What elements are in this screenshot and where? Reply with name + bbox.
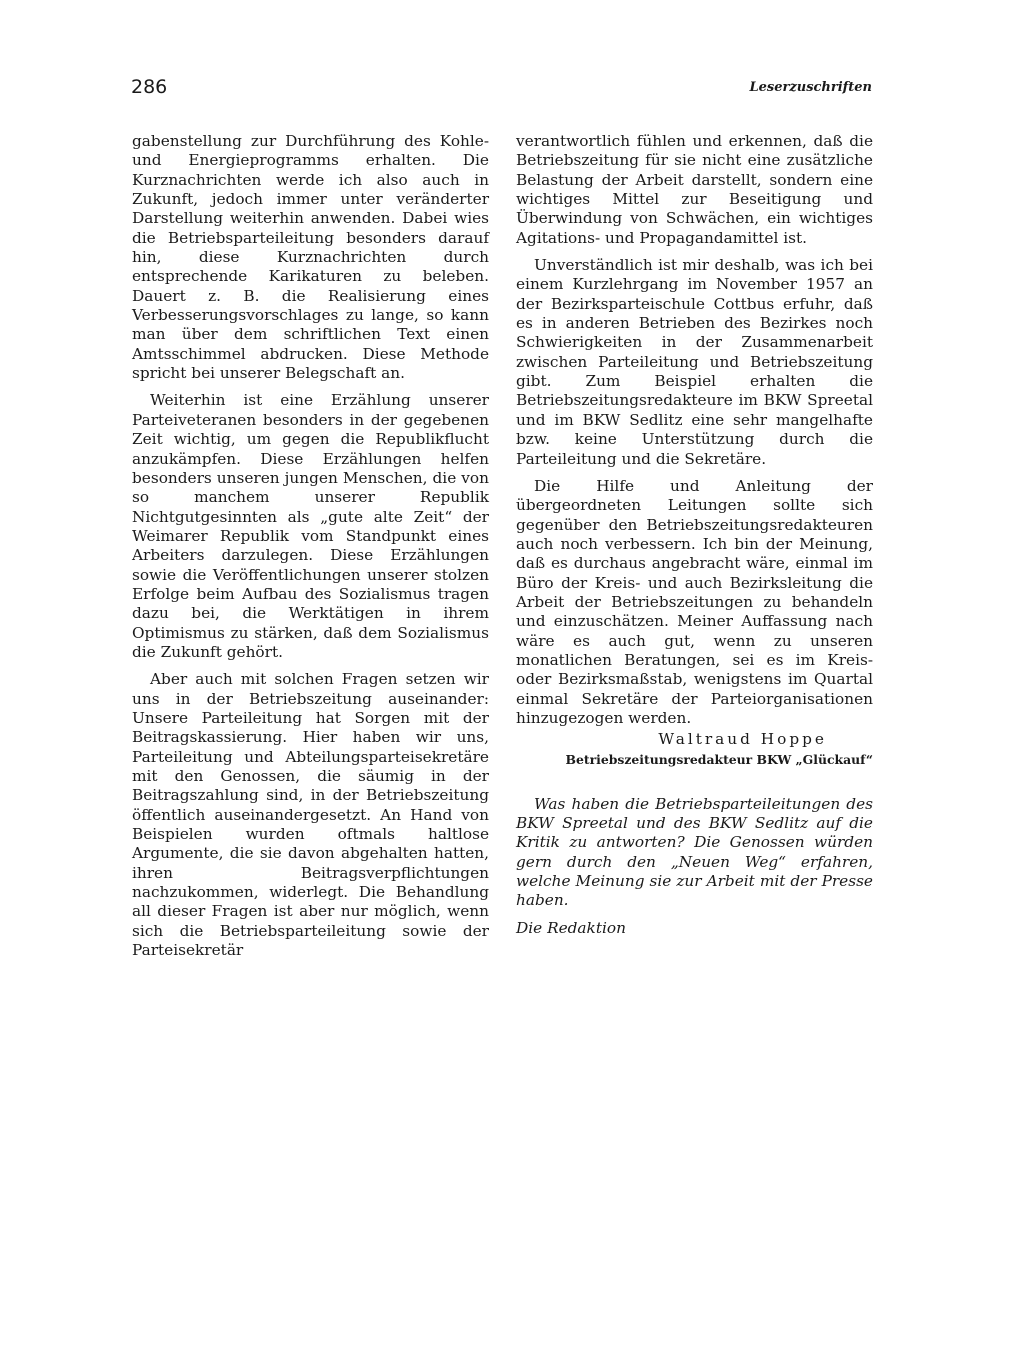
left-paragraph-2: Weiterhin ist eine Erzählung unserer Parteiveteranen besonders in der gegebenen Zeit wichtig, um gegen die Republikflucht anzukämpfen. Diese Erzählungen helfen besonders unseren jungen Menschen, die von so manchem unserer Republik Nichtgutgesinnten als „gute alte Zeit“ der Weimarer Republik vom Standpunkt eines Arbeiters darzulegen. Diese Erzählungen sowie die Veröffentlichungen unserer stolzen Erfolge beim Aufbau des Sozialismus tragen dazu bei, die Werktätigen in ihrem Optimismus zu stärken, daß dem Sozialismus die Zukunft gehört. xyxy=(132,391,489,661)
left-column xyxy=(132,132,489,968)
page-number: 286 xyxy=(131,76,168,98)
left-paragraph-3: Aber auch mit solchen Fragen setzen wir uns in der Betriebszeitung auseinander: Unsere Parteileitung hat Sorgen mit der Beitragskassierung. Hier haben wir uns, Parteileitung und Abteilungsparteisekretäre mit den Genossen, die säumig in der Beitragszahlung sind, in der Betriebszeitung öffentlich auseinandergesetzt. An Hand von Beispielen wurden oftmals haltlose Argumente, die sie davon abgehalten hatten, ihren Beitragsverpflichtungen nachzukommen, widerlegt. Die Behandlung all dieser Fragen ist aber nur möglich, wenn sich die Betriebsparteileitung sowie der Parteisekretär xyxy=(132,670,489,960)
signature-name: Waltraud Hoppe xyxy=(658,730,827,749)
signature-role: Betriebszeitungsredakteur BKW „Glückauf“ xyxy=(565,752,873,768)
left-paragraph-1: gabenstellung zur Durchführung des Kohle- und Energieprogramms erhalten. Die Kurznachrichten werde ich also auch in Zukunft, jedoch immer unter veränderter Darstellung weiterhin anwenden. Dabei wies die Betriebsparteileitung besonders darauf hin, diese Kurznachrichten durch entsprechende Karikaturen zu beleben. Dauert z. B. die Realisierung eines Verbesserungsvorschlages zu lange, so kann man über dem schriftlichen Text einen Amtsschimmel abdrucken. Diese Methode spricht bei unserer Belegschaft an. xyxy=(132,132,489,383)
right-column xyxy=(516,132,873,946)
editor-note: Was haben die Betriebsparteileitungen des BKW Spreetal und des BKW Sedlitz auf die Kritik zu antworten? Die Genossen würden gern durch den „Neuen Weg“ erfahren, welche Meinung sie zur Arbeit mit der Presse haben. xyxy=(516,794,873,910)
editor-signature: Die Redaktion xyxy=(516,918,626,937)
right-paragraph-3: Die Hilfe und Anleitung der übergeordneten Leitungen sollte sich gegenüber den Betriebszeitungsredakteuren auch noch verbessern. Ich bin der Meinung, daß es durchaus angebracht wäre, einmal im Büro der Kreis- und auch Bezirksleitung die Arbeit der Betriebszeitungen zu behandeln und einzuschätzen. Meiner Auffassung nach wäre es auch gut, wenn zu unseren monatlichen Beratungen, sei es im Kreis- oder Bezirksmaßstab, wenigstens im Quartal einmal Sekretäre der Parteiorganisationen hinzugezogen werden. xyxy=(516,476,873,727)
running-head: Leserzuschriften xyxy=(749,80,872,95)
right-paragraph-1: verantwortlich fühlen und erkennen, daß die Betriebszeitung für sie nicht eine zusätzliche Belastung der Arbeit darstellt, sondern eine wichtiges Mittel zur Beseitigung und Überwindung von Schwächen, ein wichtiges Agitations- und Propagandamittel ist. xyxy=(516,132,873,247)
right-paragraph-2: Unverständlich ist mir deshalb, was ich bei einem Kurzlehrgang im November 1957 an der Bezirksparteischule Cottbus erfuhr, daß es in anderen Betrieben des Bezirkes noch Schwierigkeiten in der Zusammenarbeit zwischen Parteileitung und Betriebszeitung gibt. Zum Beispiel erhalten die Betriebszeitungsredakteure im BKW Spreetal und im BKW Sedlitz eine sehr mangelhafte bzw. keine Unterstützung durch die Parteileitung und die Sekretäre. xyxy=(516,256,873,468)
